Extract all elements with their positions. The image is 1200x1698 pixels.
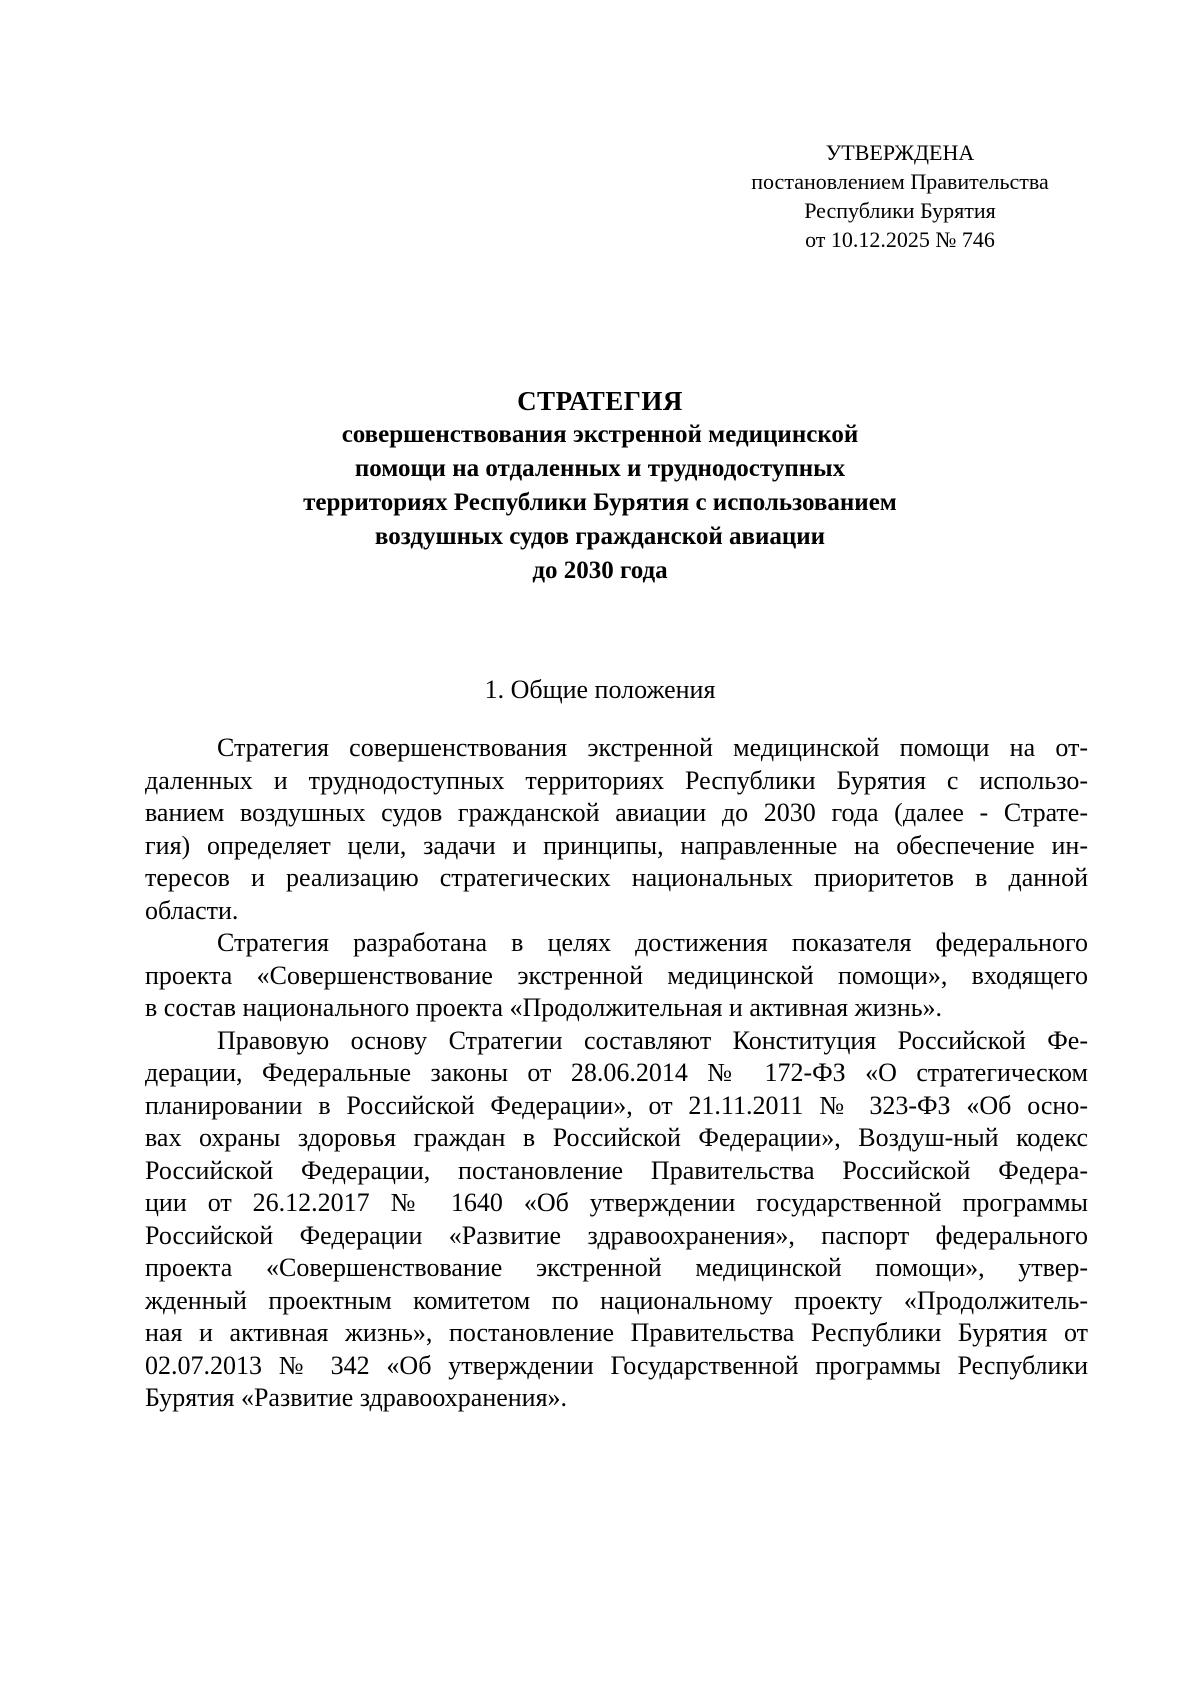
body-paragraph (145, 1025, 1088, 1415)
title-line: территориях Республики Бурятия с использованием (303, 489, 897, 516)
paragraph-line: планировании в Российской Федерации», от 21.11.2011 № 323-ФЗ «Об осно- (145, 1090, 1088, 1120)
paragraph-line: проекта «Совершенствование экстренной медицинской помощи», утвер- (145, 1253, 1088, 1282)
paragraph-line: Бурятия «Развитие здравоохранения». (145, 1383, 568, 1412)
approval-line: Республики Бурятия (804, 198, 996, 223)
paragraph-line: области. (145, 895, 239, 925)
paragraph-line: Стратегия разработана в целях достижения показателя федерального (217, 928, 1088, 957)
paragraph-line: гия) определяет цели, задачи и принципы, направленные на обеспечение ин- (145, 830, 1088, 860)
title-line: помощи на отдаленных и труднодоступных (354, 455, 846, 482)
paragraph-line: в состав национального проекта «Продолжительная и активная жизнь». (145, 993, 943, 1022)
paragraph-line: ванием воздушных судов гражданской авиации до 2030 года (далее - Страте- (145, 798, 1088, 827)
paragraph-line: даленных и труднодоступных территориях Республики Бурятия с использо- (145, 765, 1088, 795)
paragraph-line: тересов и реализацию стратегических национальных приоритетов в данной (145, 863, 1088, 892)
document-title (150, 384, 1050, 588)
approval-line: УТВЕРЖДЕНА (825, 140, 975, 165)
paragraph-line: жденный проектным комитетом по национальному проекту «Продолжитель- (145, 1285, 1088, 1315)
title-line: до 2030 года (532, 557, 668, 584)
paragraph-line: 02.07.2013 № 342 «Об утверждении Государственной программы Республики (145, 1350, 1088, 1380)
title-line: совершенствования экстренной медицинской (341, 421, 859, 448)
paragraph-line: ная и активная жизнь», постановление Правительства Республики Бурятия от (145, 1318, 1088, 1347)
body-paragraph (145, 732, 1088, 927)
title-line: воздушных судов гражданской авиации (374, 523, 826, 550)
paragraph-line: проекта «Совершенствование экстренной медицинской помощи», входящего (145, 960, 1088, 990)
paragraph-line: Российской Федерации, постановление Правительства Российской Федера- (145, 1155, 1088, 1185)
approval-line: постановлением Правительства (751, 169, 1049, 194)
title-main: СТРАТЕГИЯ (517, 386, 683, 416)
paragraph-line: Правовую основу Стратегии составляют Конституция Российской Фе- (217, 1025, 1088, 1055)
paragraph-line: Стратегия совершенствования экстренной медицинской помощи на от- (217, 733, 1088, 762)
paragraph-line: вах охраны здоровья граждан в Российской Федерации», Воздуш-ный кодекс (145, 1123, 1088, 1152)
approval-stamp (730, 138, 1070, 254)
paragraph-line: Российской Федерации «Развитие здравоохранения», паспорт федерального (145, 1220, 1088, 1250)
document-body (145, 732, 1088, 1415)
section-heading: 1. Общие положения (484, 675, 716, 704)
body-paragraph (145, 927, 1088, 1025)
paragraph-line: ции от 26.12.2017 № 1640 «Об утверждении государственной программы (145, 1188, 1088, 1217)
approval-line: от 10.12.2025 № 746 (805, 227, 995, 252)
paragraph-line: дерации, Федеральные законы от 28.06.2014 № 172-ФЗ «О стратегическом (145, 1058, 1088, 1087)
